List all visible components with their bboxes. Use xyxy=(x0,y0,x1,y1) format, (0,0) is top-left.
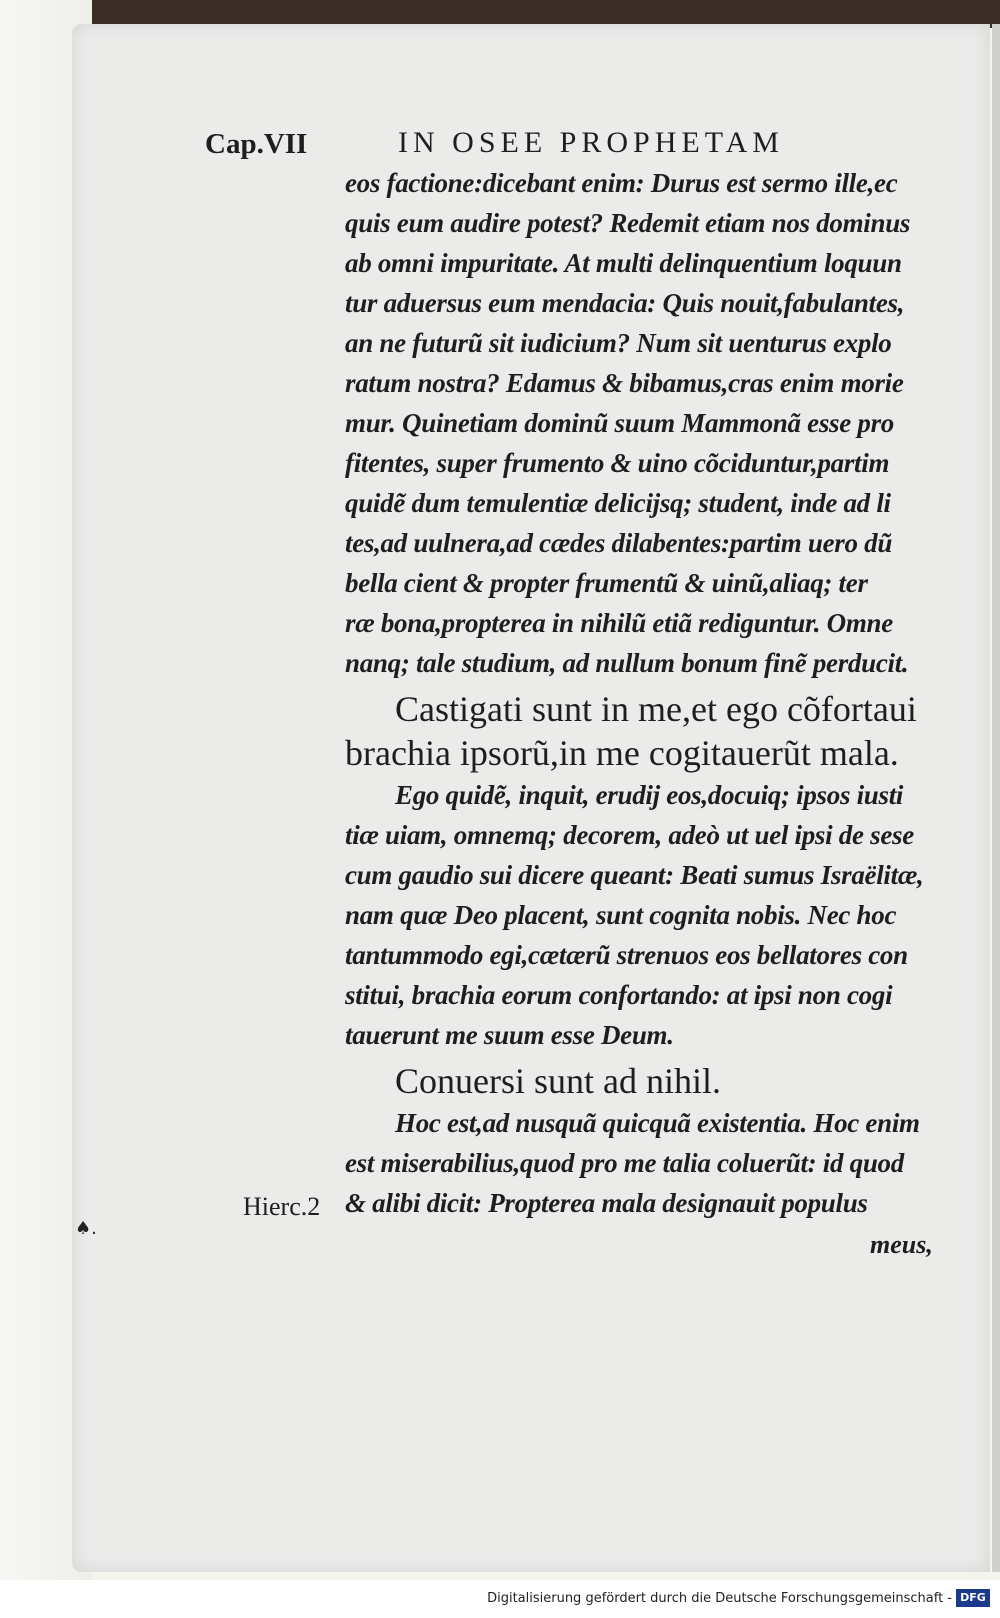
text-line: & alibi dicit: Propterea mala designauit populus xyxy=(345,1188,868,1218)
margin-reference: Hierc.2 xyxy=(243,1192,321,1221)
text-line: Ego quidẽ, inquit, erudij eos,docuiq; ipsos iusti xyxy=(395,780,904,810)
text-line: stitui, brachia eorum confortando: at ipsi non cogi xyxy=(345,980,893,1010)
text-line: fitentes, super frumento & uino cõciduntur,partim xyxy=(345,448,890,478)
text-line: tantummodo egi,cætærũ strenuos eos bellatores con xyxy=(345,940,908,970)
text-line: nam quæ Deo placent, sunt cognita nobis. Nec hoc xyxy=(345,900,897,930)
lemma-line: Castigati sunt in me,et ego cõfortaui xyxy=(395,689,917,729)
text-line: ræ bona,propterea in nihilũ etiã rediguntur. Omne xyxy=(345,608,893,638)
catchword: meus, xyxy=(870,1230,933,1259)
text-line: ab omni impuritate. At multi delinquentium loquun xyxy=(345,248,902,278)
text-line: mur. Quinetiam dominũ suum Mammonã esse pro xyxy=(345,408,894,438)
text-line: eos factione:dicebant enim: Durus est sermo ille,ec xyxy=(345,168,898,198)
text-line: Hoc est,ad nusquã quicquã existentia. Hoc enim xyxy=(395,1108,920,1138)
text-line: ratum nostra? Edamus & bibamus,cras enim morie xyxy=(345,368,904,398)
text-line: tiæ uiam, omnemq; decorem, adeò ut uel ipsi de sese xyxy=(345,820,914,850)
text-line: est miserabilius,quod pro me talia coluerũt: id quod xyxy=(345,1148,904,1178)
footer-credit: Digitalisierung gefördert durch die Deutsche Forschungsgemeinschaft - xyxy=(487,1591,952,1606)
text-line: tes,ad uulnera,ad cædes dilabentes:partim uero dũ xyxy=(345,528,893,558)
text-line: an ne futurũ sit iudicium? Num sit uenturus explo xyxy=(345,328,892,358)
text-line: tur aduersus eum mendacia: Quis nouit,fabulantes, xyxy=(345,288,905,318)
margin-mark: ♠. xyxy=(75,1218,97,1239)
running-title: IN OSEE PROPHETAM xyxy=(398,126,784,159)
text-line: cum gaudio sui dicere queant: Beati sumus Israëlitæ, xyxy=(345,860,924,890)
text-line: quis eum audire potest? Redemit etiam nos dominus xyxy=(345,208,911,238)
lemma-line: Conuersi sunt ad nihil. xyxy=(395,1061,721,1101)
dfg-logo: DFG xyxy=(956,1589,990,1607)
text-line: bella cient & propter frumentũ & uinũ,aliaq; ter xyxy=(345,568,868,598)
lemma-line: brachia ipsorũ,in me cogitauerũt mala. xyxy=(345,733,899,773)
chapter-heading: Cap.VII xyxy=(205,128,308,160)
text-line: quidẽ dum temulentiæ delicijsq; student, inde ad li xyxy=(345,488,891,518)
text-line: nanq; tale studium, ad nullum bonum finẽ perducit. xyxy=(345,648,909,678)
page-fore-edge xyxy=(992,24,1000,1572)
text-line: tauerunt me suum esse Deum. xyxy=(345,1020,674,1050)
